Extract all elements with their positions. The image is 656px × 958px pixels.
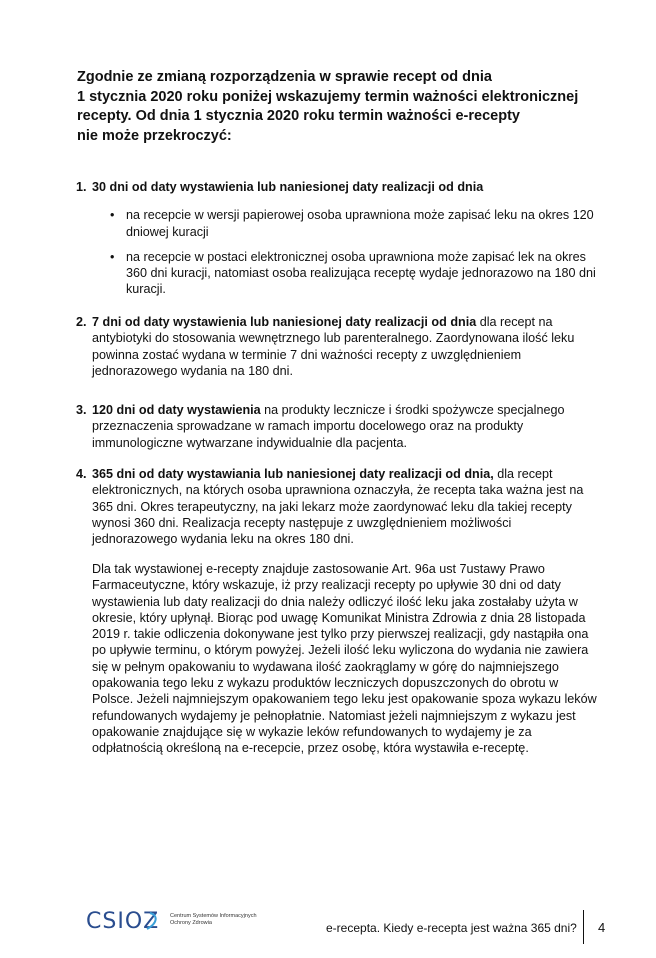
intro-line: 1 stycznia 2020 roku poniżej wskazujemy termin ważności elektronicznej [77,88,579,105]
intro-line: Zgodnie ze zmianą rozporządzenia w sprawie recept od dnia [77,69,492,85]
bullet-list [110,207,596,297]
logo-text: CSIOZ [86,909,160,934]
list-item-4 [76,466,596,547]
item-number: 4. [76,467,87,481]
item-heading: 7 dni od daty wystawienia lub naniesionej daty realizacji od dnia [92,315,477,329]
item-number: 1. [76,180,87,194]
item-text: dla recept elektronicznych, na których osoba uprawniona oznaczyła, że recepta taka ważna jest na 365 dni. Okres terapeutyczny, na jaki lekarz może zaordynować leku dla takiej recepty wynosi 360 dni. Realizacja recepty następuje z uwzględnieniem możliwości jednorazowego wydania leku na okres 180 dni. [92,467,584,547]
logo-swoosh-icon [144,911,160,933]
bullet-text: na recepcie w wersji papierowej osoba uprawniona może zapisać leku na okres 120 dniowej kuracji [126,208,594,239]
page-footer [0,905,656,945]
item-text: na produkty lecznicze i środki spożywcze specjalnego przeznaczenia sprowadzane w ramach importu docelowego oraz na produkty immunologiczne wytwarzane indywidualnie dla pacjenta. [92,403,565,450]
list-item-1 [76,179,596,307]
list-item-2 [76,314,596,379]
bullet-text: na recepcie w postaci elektronicznej osoba uprawniona może zapisać lek na okres 360 dni kuracji, natomiast osoba realizująca receptę wydaje jednorazowo na 180 dni kuracji. [126,249,596,297]
item-text: dla recept na antybiotyki do stosowania wewnętrznego lub parenteralnego. Zaordynowana ilość leku powinna zostać wydana w terminie 7 dni ważności recepty z uwzględnieniem jednorazowego wydania na 180 dni. [92,315,575,378]
bullet-icon: • [110,249,115,264]
item-heading: 120 dni od daty wystawienia [92,403,261,417]
intro-heading [77,68,577,146]
item-heading: 30 dni od daty wystawienia lub naniesionej daty realizacji od dnia [92,180,484,194]
body-paragraph: Dla tak wystawionej e-recepty znajduje zastosowanie Art. 96a ust 7ustawy Prawo Farmaceutyczne, który wskazuje, iż przy realizacji recepty po upływie 30 dni od daty wystawienia lub daty realizacji do dnia należy odliczyć ilość leku jaka zostałaby użyta w okresie, który upłynął. Biorąc pod uwagę Komunikat Ministra Zdrowia z dnia 28 listopada 2019 r. takie odliczenia dokonywane jest tylko przy pierwszej realizacji, gdy nastąpiła ona po upływie terminu, o którym powyżej. Jeżeli ilość leku wyliczona do wydania nie zawiera się w pełnym opakowaniu to wydawana ilość zaokrąglamy w górę do najmniejszego opakowania tego leku z wykazu produktów leczniczych dopuszczonych do obrotu w Polsce. Jeżeli najmniejszym opakowaniem tego leku jest opakowanie spoza wykazu leków refundowanych wydajemy je pełnopłatnie. Natomiast jeżeli najmniejszym z wykazu jest opakowanie znajdujące się w wykazie leków refundowanych to wydajemy je za odpłatnością określoną na e-recepcie, przez osobę, która wystawiła e-receptę. [92,562,597,756]
bullet-item [110,249,596,298]
intro-line: recepty. Od dnia 1 stycznia 2020 roku termin ważności e-recepty [77,108,520,124]
item-number: 3. [76,403,87,417]
footer-divider [583,910,584,944]
footer-title: e-recepta. Kiedy e-recepta jest ważna 365 dni? [326,921,577,935]
csioz-logo [86,909,159,934]
list-item-3 [76,402,596,451]
item-heading: 365 dni od daty wystawiania lub naniesionej daty realizacji od dnia, [92,467,494,481]
item-number: 2. [76,315,87,329]
page-number: 4 [598,920,606,935]
bullet-item [110,207,596,240]
logo-subtitle: Centrum Systemów Informacyjnych Ochrony Zdrowia [170,913,257,926]
intro-line: nie może przekroczyć: [77,127,232,144]
bullet-icon: • [110,208,115,223]
